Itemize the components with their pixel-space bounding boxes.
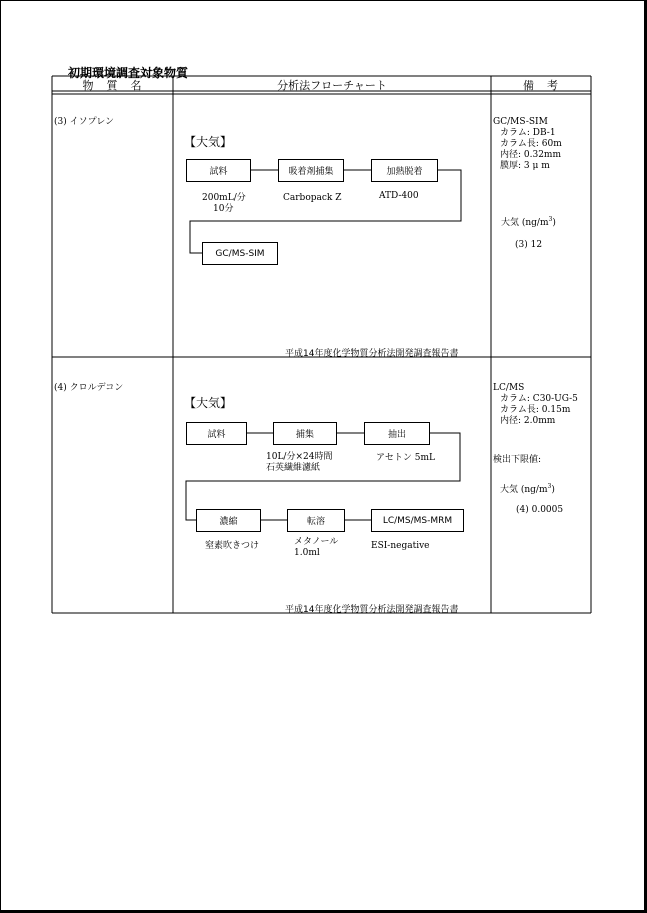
flow-step-adsorbent-collection: 吸着剤捕集 (278, 159, 344, 182)
notes-line: カラム長: 0.15m (500, 405, 571, 415)
header-notes: 備 考 (523, 79, 559, 92)
flow-step-lcmsms: LC/MS/MS-MRM (371, 509, 464, 532)
step-note: メタノール (294, 537, 339, 547)
medium-label: 【大気】 (184, 135, 233, 149)
detection-unit: 大気 $(ng/m^3)$ (500, 483, 555, 495)
notes-line: 内径: 0.32mm (500, 150, 562, 160)
flow-step-collection: 捕集 (273, 422, 337, 445)
detection-unit: 大気 $(ng/m^3)$ (501, 216, 556, 228)
step-note: 10分 (213, 204, 234, 214)
flow-step-concentration: 濃縮 (196, 509, 261, 532)
notes-method: GC/MS-SIM (493, 117, 548, 127)
flow-step-extraction: 抽出 (364, 422, 430, 445)
step-note: Carbopack Z (283, 193, 342, 203)
step-note: 石英繊維濾紙 (266, 463, 321, 473)
notes-line: 膜厚: 3 μ m (500, 161, 550, 171)
header-substance-name: 物 質 名 (82, 79, 143, 92)
page-title: 初期環境調査対象物質 (68, 66, 189, 80)
step-note: ESI-negative (371, 541, 430, 551)
reference-citation: 平成14年度化学物質分析法開発調査報告書 (285, 349, 459, 359)
header-flowchart: 分析法フローチャート (277, 79, 387, 92)
step-note: ATD-400 (379, 191, 419, 201)
medium-label: 【大気】 (184, 396, 233, 410)
notes-method: LC/MS (493, 383, 525, 393)
flow-step-solvent-exchange: 転溶 (287, 509, 345, 532)
notes-line: カラム: DB-1 (500, 128, 556, 138)
notes-line: 内径: 2.0mm (500, 416, 556, 426)
flow-step-sample: 試料 (186, 159, 251, 182)
step-note: 200mL/分 (202, 193, 246, 203)
flow-connectors-row2 (186, 433, 460, 520)
substance-name: (3) イソプレン (54, 117, 115, 127)
detection-value: (4) 0.0005 (516, 505, 564, 515)
reference-citation: 平成14年度化学物質分析法開発調査報告書 (285, 605, 459, 615)
step-note: アセトン 5mL (376, 453, 436, 463)
flow-step-gcms: GC/MS-SIM (202, 242, 278, 265)
flow-step-thermal-desorption: 加熱脱着 (371, 159, 438, 182)
step-note: 窒素吹きつけ (205, 541, 260, 551)
step-note: 10L/分×24時間 (266, 452, 333, 462)
notes-line: カラム長: 60m (500, 139, 562, 149)
substance-name: (4) クロルデコン (54, 383, 124, 393)
notes-line: カラム: C30-UG-5 (500, 394, 578, 404)
detection-value: (3) 12 (515, 240, 543, 250)
detection-limit-title: 検出下限値: (493, 455, 542, 465)
flow-step-sample: 試料 (186, 422, 247, 445)
step-note: 1.0ml (294, 548, 320, 558)
